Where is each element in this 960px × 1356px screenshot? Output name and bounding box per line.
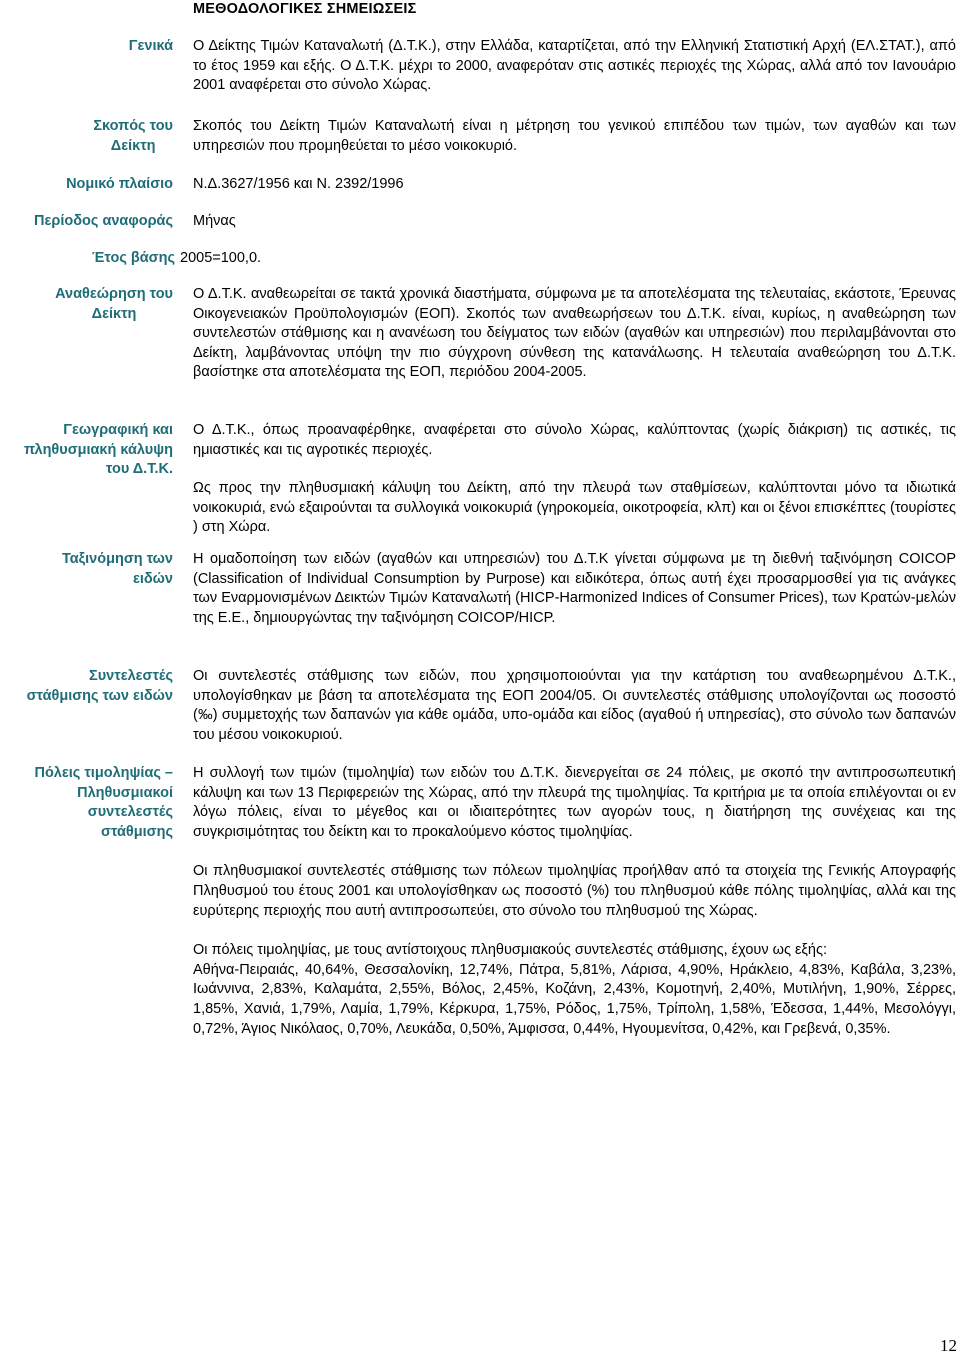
paragraph: Οι συντελεστές στάθμισης των ειδών, που χρησιμοποιούνται για την κατάρτιση του αναθεωρημένου Δ.Τ.Κ., υπολογίσθηκαν με βάση τα αποτελέσματα της ΕΟΠ 2004/05. Οι συντελεστές στάθμισης υπολογίζονται ως ποσοστό (‰) συμμετοχής των δαπανών για κάθε ομάδα, υπο-ομάδα και είδος (αγαθού ή υπηρεσίας), στο σύνολο των δαπανών του μέσου νοικοκυριού. [193, 668, 956, 743]
label-coverage: Γεωγραφική και πληθυσμιακή κάλυψη του Δ.Τ.Κ. [23, 422, 173, 478]
label-general: Γενικά [128, 38, 173, 54]
paragraph: Η ομαδοποίηση των ειδών (αγαθών και υπηρεσιών) του Δ.Τ.Κ γίνεται σύμφωνα με τη διεθνή ταξινόμηση COICOP (Classification of Individual Consumption by Purpose) και ειδικότερα, όπως αυτή έχει προσαρμοσθεί για τις ανάγκες των Εναρμονισμένων Δεικτών Τιμών Καταναλωτή (HICP-Harmonized Indices of Consumer Prices), των Κρατών-μελών της Ε.Ε., δημιουργώντας την ταξινόμηση COICOP/HICP. [193, 551, 956, 626]
page-number: 12 [940, 1336, 957, 1355]
paragraph: 2005=100,0. [180, 250, 262, 266]
text-classification [193, 550, 956, 628]
paragraph: Οι πληθυσμιακοί συντελεστές στάθμισης των πόλεων τιμοληψίας προήλθαν από τα στοιχεία της Γενικής Απογραφής Πληθυσμού του έτους 2001 και υπολογίσθηκαν ως ποσοστό (%) του πληθυσμού κάθε πόλης τιμοληψίας, αλλά και της ευρύτερης περιοχής που αυτή αντιπροσωπεύει, στο σύνολο του πληθυσμού της Χώρας. [193, 863, 956, 919]
paragraph: Ως προς την πληθυσμιακή κάλυψη του Δείκτη, από την πλευρά των σταθμίσεων, καλύπτονται μόνο τα ιδιωτικά νοικοκυριά, ενώ εξαιρούνται τα συλλογικά νοικοκυριά (γηροκομεία, οικοτροφεία, κλπ) και οι ξένοι επισκέπτες (τουρίστες ) στη Χώρα. [193, 480, 956, 536]
text-general [193, 37, 956, 96]
text-coverage [193, 421, 956, 538]
city-weights-list: Αθήνα-Πειραιάς, 40,64%, Θεσσαλονίκη, 12,74%, Πάτρα, 5,81%, Λάρισα, 4,90%, Ηράκλειο, 4,83%, Καβάλα, 3,23%, Ιωάννινα, 2,83%, Καλαμάτα, 2,55%, Βόλος, 2,45%, Κοζάνη, 2,43%, Κομοτηνή, 2,40%, Μυτιλήνη, 1,90%, Σέρρες, 1,85%, Χανιά, 1,79%, Λαμία, 1,79%, Κέρκυρα, 1,75%, Ρόδος, 1,75%, Τρίπολη, 1,58%, Έδεσσα, 1,44%, Μεσολόγγι, 0,72%, Άγιος Νικόλαος, 0,70%, Λευκάδα, 0,50%, Άμφισσα, 0,44%, Ηγουμενίτσα, 0,42%, και Γρεβενά, 0,35%. [193, 961, 956, 1037]
text-legal-framework [193, 175, 956, 195]
paragraph: Ο Δείκτης Τιμών Καταναλωτή (Δ.Τ.Κ.), στην Ελλάδα, καταρτίζεται, από την Ελληνική Στατιστική Αρχή (ΕΛ.ΣΤΑΤ.), από το έτος 1959 και εξής. Ο Δ.Τ.Κ. μέχρι το 2000, αναφερόταν στις αστικές περιοχές της Χώρας, αλλά από τον Ιανουάριο 2001 αναφέρεται στο σύνολο Χώρας. [193, 38, 956, 94]
paragraph: Σκοπός του Δείκτη Τιμών Καταναλωτή είναι η μέτρηση του γενικού επιπέδου των τιμών, των αγαθών και των υπηρεσιών που προμηθεύεται το μέσο νοικοκυριό. [193, 118, 956, 154]
city-list-intro: Οι πόλεις τιμοληψίας, με τους αντίστοιχους πληθυσμιακούς συντελεστές στάθμισης, έχουν ως εξής: [193, 942, 827, 959]
label-price-collection-cities: Πόλεις τιμοληψίας – Πληθυσμιακοί συντελεστές στάθμισης [34, 765, 173, 840]
label-legal-framework: Νομικό πλαίσιο [66, 176, 173, 192]
paragraph: Ν.Δ.3627/1956 και Ν. 2392/1996 [193, 176, 404, 192]
text-reference-period [193, 212, 956, 232]
text-index-revision [193, 285, 956, 383]
document-title: ΜΕΘΟΔΟΛΟΓΙΚΕΣ ΣΗΜΕΙΩΣΕΙΣ [193, 1, 417, 17]
text-weights [193, 667, 956, 745]
label-classification: Ταξινόμηση των ειδών [61, 551, 173, 587]
paragraph: Μήνας [193, 213, 236, 229]
label-base-year: Έτος βάσης [92, 250, 175, 266]
text-purpose [193, 117, 956, 156]
label-reference-period: Περίοδος αναφοράς [34, 213, 173, 229]
label-purpose: Σκοπός του Δείκτη [93, 118, 173, 154]
text-base-year [180, 249, 943, 269]
paragraph: Ο Δ.Τ.Κ., όπως προαναφέρθηκε, αναφέρεται στο σύνολο Χώρας, καλύπτοντας (χωρίς διάκριση) τις αστικές, τις ημιαστικές και τις αγροτικές περιοχές. [193, 422, 956, 458]
label-index-revision: Αναθεώρηση του Δείκτη [55, 286, 173, 322]
text-price-collection-cities [193, 764, 956, 1039]
paragraph: Η συλλογή των τιμών (τιμοληψία) των ειδών του Δ.Τ.Κ. διενεργείται σε 24 πόλεις, με σκοπό την αντιπροσωπευτική κάλυψη και των 13 Περιφερειών της Χώρας, από την πλευρά της τιμοληψίας. Τα κριτήρια με τα οποία επιλέγονται οι εν λόγω πόλεις, είναι το μέγεθος και οι ιδιαιτερότητες των αγορών τους, η διατήρηση της συνέχειας και της συγκρισιμότητας του δείκτη και το προκαλούμενο κόστος τιμοληψίας. [193, 765, 956, 840]
paragraph: Ο Δ.Τ.Κ. αναθεωρείται σε τακτά χρονικά διαστήματα, σύμφωνα με τα αποτελέσματα της τελευταίας, εκάστοτε, Έρευνας Οικογενειακών Προϋπολογισμών (ΕΟΠ). Σκοπός των αναθεωρήσεων του Δ.Τ.Κ. είναι, κυρίως, η αναθεώρηση των συντελεστών στάθμισης και η ανανέωση του δείγματος των ειδών (αγαθών και υπηρεσιών) που περιλαμβάνονται στο Δείκτη, λαμβάνοντας υπόψη την πιο σύγχρονη σύνθεση της κατανάλωσης. Η τελευταία αναθεώρηση του Δ.Τ.Κ. βασίστηκε στα αποτελέσματα της ΕΟΠ, περιόδου 2004-2005. [193, 286, 956, 381]
label-weights: Συντελεστές στάθμισης των ειδών [26, 668, 173, 704]
